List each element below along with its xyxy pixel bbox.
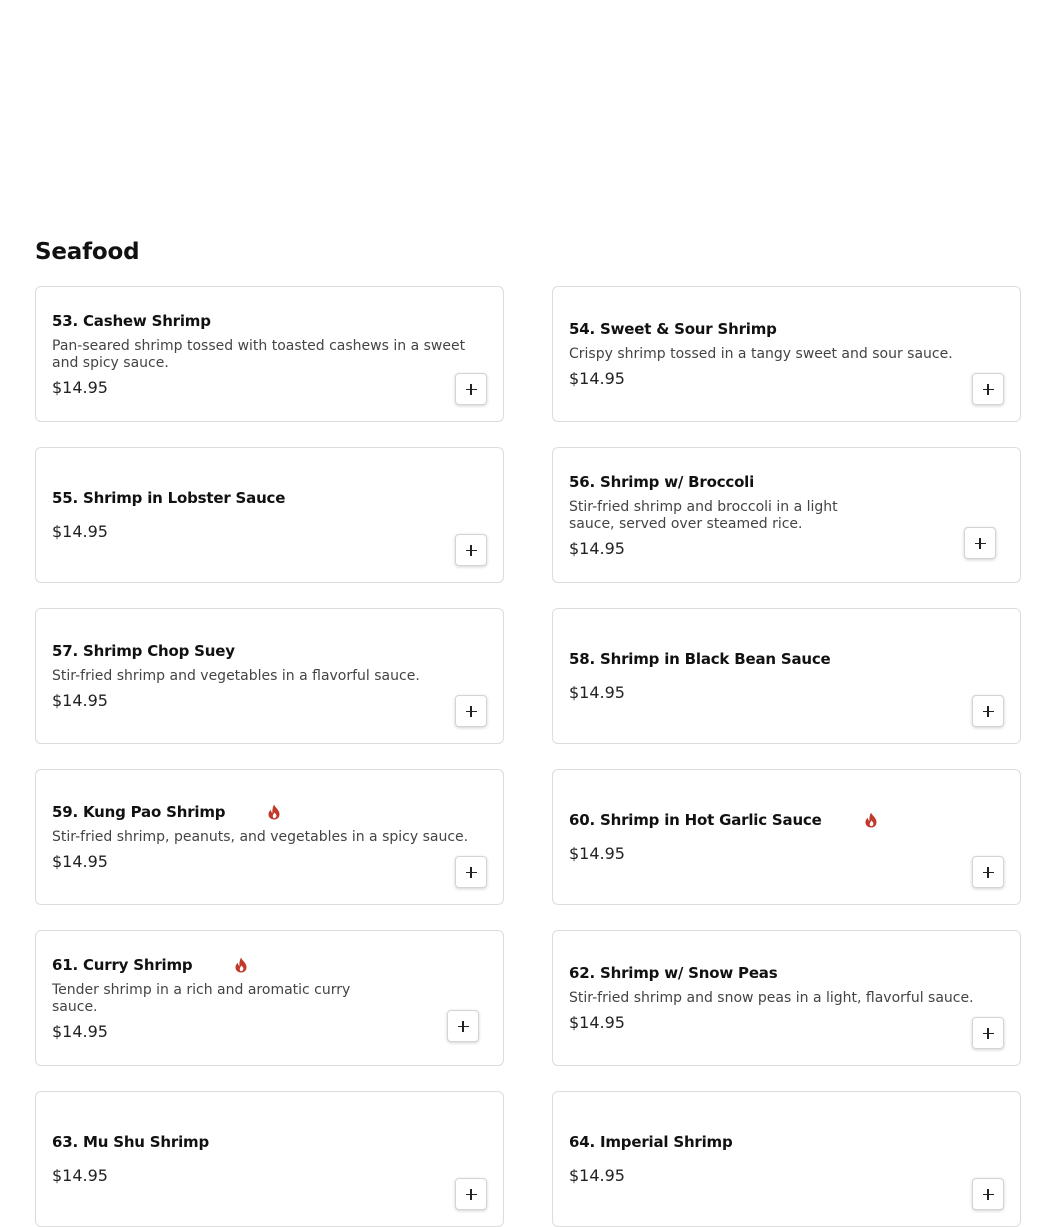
plus-icon	[466, 867, 477, 878]
menu-item-card[interactable]	[35, 447, 504, 583]
add-to-cart-button[interactable]	[972, 1178, 1004, 1210]
item-price: $14.95	[569, 369, 625, 388]
add-to-cart-button[interactable]	[455, 1178, 487, 1210]
item-description: Stir-fried shrimp and snow peas in a light, flavorful sauce.	[569, 990, 974, 1006]
item-price: $14.95	[569, 844, 625, 863]
menu-item-card[interactable]	[35, 1091, 504, 1227]
item-name: 58. Shrimp in Black Bean Sauce	[569, 650, 831, 668]
add-to-cart-button[interactable]	[455, 856, 487, 888]
spicy-flame-icon	[864, 812, 878, 828]
item-description: Stir-fried shrimp and vegetables in a flavorful sauce.	[52, 668, 420, 684]
item-name: 55. Shrimp in Lobster Sauce	[52, 489, 286, 507]
item-price: $14.95	[52, 1166, 108, 1185]
item-price: $14.95	[569, 538, 625, 558]
plus-icon	[466, 706, 477, 717]
plus-icon	[983, 384, 994, 395]
item-price: $14.95	[52, 1021, 108, 1041]
item-name: 59. Kung Pao Shrimp	[52, 803, 226, 821]
item-description: Pan-seared shrimp tossed with toasted cashews in a sweet and spicy sauce.	[52, 337, 466, 371]
add-to-cart-button[interactable]	[447, 1010, 479, 1042]
menu-item-card[interactable]	[552, 1091, 1021, 1227]
add-to-cart-button[interactable]	[972, 373, 1004, 405]
spicy-flame-icon	[234, 957, 248, 973]
item-price: $14.95	[569, 1013, 625, 1032]
menu-item-card[interactable]	[552, 930, 1021, 1066]
plus-icon	[983, 706, 994, 717]
menu-item-card[interactable]	[552, 286, 1021, 422]
item-price: $14.95	[569, 683, 625, 702]
item-name: 57. Shrimp Chop Suey	[52, 642, 235, 660]
item-price: $14.95	[52, 522, 108, 541]
item-name: 60. Shrimp in Hot Garlic Sauce	[569, 811, 822, 829]
item-description: Crispy shrimp tossed in a tangy sweet and sour sauce.	[569, 346, 953, 362]
menu-item-card[interactable]	[552, 608, 1021, 744]
plus-icon	[466, 1189, 477, 1200]
menu-grid	[35, 286, 1021, 1227]
add-to-cart-button[interactable]	[964, 527, 996, 559]
item-name: 56. Shrimp w/ Broccoli	[569, 472, 755, 491]
add-to-cart-button[interactable]	[972, 856, 1004, 888]
item-name: 64. Imperial Shrimp	[569, 1133, 733, 1151]
item-description: Stir-fried shrimp, peanuts, and vegetables in a spicy sauce.	[52, 829, 469, 845]
plus-icon	[975, 538, 986, 549]
plus-icon	[458, 1021, 469, 1032]
item-description: Tender shrimp in a rich and aromatic curry sauce.	[52, 981, 351, 1015]
item-price: $14.95	[52, 852, 108, 871]
add-to-cart-button[interactable]	[455, 695, 487, 727]
plus-icon	[983, 867, 994, 878]
item-name: 62. Shrimp w/ Snow Peas	[569, 964, 778, 982]
item-price: $14.95	[569, 1166, 625, 1185]
menu-item-card[interactable]	[35, 286, 504, 422]
item-price: $14.95	[52, 377, 108, 397]
menu-item-card[interactable]	[35, 608, 504, 744]
add-to-cart-button[interactable]	[972, 695, 1004, 727]
plus-icon	[466, 545, 477, 556]
seafood-section	[35, 232, 1021, 1185]
item-name: 63. Mu Shu Shrimp	[52, 1133, 209, 1151]
item-price: $14.95	[52, 691, 108, 710]
menu-item-card[interactable]	[552, 447, 1021, 583]
section-title: Seafood	[35, 239, 140, 265]
add-to-cart-button[interactable]	[455, 373, 487, 405]
menu-item-card[interactable]	[35, 769, 504, 905]
plus-icon	[983, 1028, 994, 1039]
add-to-cart-button[interactable]	[455, 534, 487, 566]
item-name: 54. Sweet & Sour Shrimp	[569, 320, 777, 338]
item-name: 61. Curry Shrimp	[52, 955, 193, 974]
plus-icon	[983, 1189, 994, 1200]
item-name: 53. Cashew Shrimp	[52, 311, 211, 330]
plus-icon	[466, 384, 477, 395]
menu-item-card[interactable]	[35, 930, 504, 1066]
menu-item-card[interactable]	[552, 769, 1021, 905]
add-to-cart-button[interactable]	[972, 1017, 1004, 1049]
spicy-flame-icon	[267, 804, 281, 820]
item-description: Stir-fried shrimp and broccoli in a light sauce, served over steamed rice.	[569, 498, 838, 532]
